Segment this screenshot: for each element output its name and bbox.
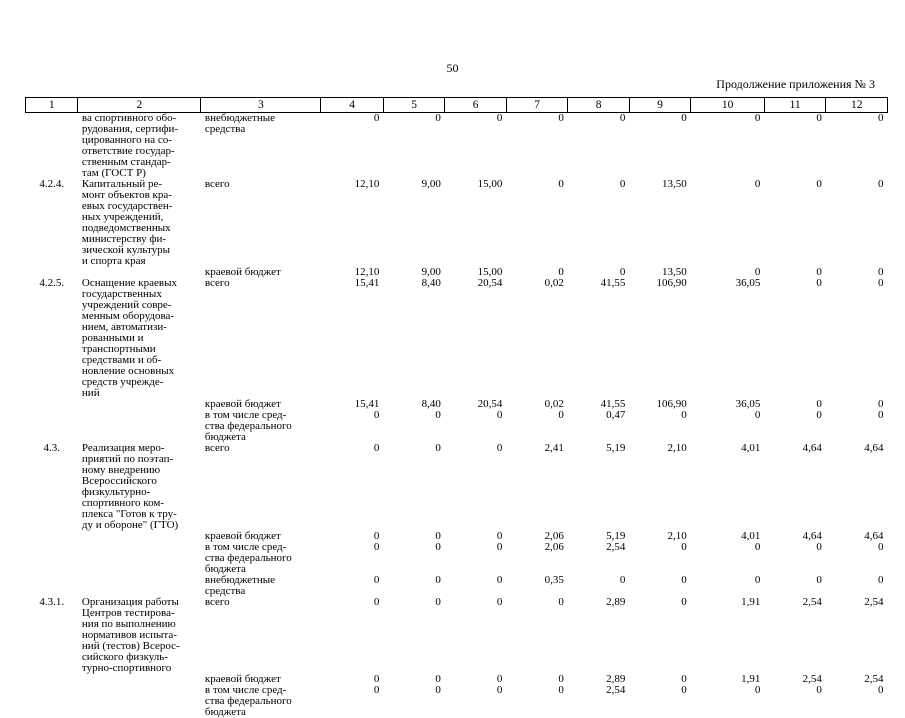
funding-source-cell: всего: [201, 278, 321, 399]
value-cell: 0: [383, 443, 444, 531]
row-number-cell: 4.3.1.: [26, 597, 78, 674]
value-cell: 13,50: [629, 179, 690, 267]
funding-source-cell: всего: [201, 443, 321, 531]
table-row: [26, 685, 888, 718]
event-name-cell: [78, 410, 201, 443]
value-cell: 0: [629, 575, 690, 597]
value-cell: 0: [383, 410, 444, 443]
value-cell: 0: [629, 410, 690, 443]
value-cell: 0: [764, 278, 825, 399]
value-cell: 36,05: [691, 278, 765, 399]
value-cell: 0: [826, 410, 888, 443]
value-cell: 0: [826, 179, 888, 267]
value-cell: 2,06: [506, 542, 567, 575]
value-cell: 41,55: [568, 278, 629, 399]
value-cell: 0: [445, 685, 506, 718]
value-cell: 2,06: [506, 531, 567, 542]
value-cell: 8,40: [383, 278, 444, 399]
funding-source-cell: всего: [201, 597, 321, 674]
value-cell: 20,54: [445, 399, 506, 410]
value-cell: 0: [383, 531, 444, 542]
value-cell: 2,10: [629, 531, 690, 542]
value-cell: 0: [383, 674, 444, 685]
event-name-cell: [78, 399, 201, 410]
value-cell: 20,54: [445, 278, 506, 399]
value-cell: 0,35: [506, 575, 567, 597]
value-cell: 0: [445, 113, 506, 180]
value-cell: 0: [383, 597, 444, 674]
value-cell: 0: [445, 410, 506, 443]
row-number-cell: [26, 575, 78, 597]
funding-source-cell: в том числе сред- ства федерального бюджета: [201, 542, 321, 575]
table-row: [26, 113, 888, 180]
value-cell: 0: [764, 113, 825, 180]
col-header: 11: [764, 98, 825, 113]
value-cell: 0: [826, 542, 888, 575]
value-cell: 0: [691, 685, 765, 718]
value-cell: 8,40: [383, 399, 444, 410]
value-cell: 0: [383, 685, 444, 718]
event-name-cell: Оснащение краевых государственных учреждений совре- менным оборудова- нием, автоматизи- рованными и транспортными средствами и об- новление основных средств учрежде- ний: [78, 278, 201, 399]
value-cell: 4,64: [826, 531, 888, 542]
value-cell: 0: [764, 399, 825, 410]
value-cell: 4,01: [691, 531, 765, 542]
value-cell: 36,05: [691, 399, 765, 410]
event-name-cell: [78, 575, 201, 597]
value-cell: 0: [568, 179, 629, 267]
value-cell: 0: [506, 597, 567, 674]
value-cell: 0: [691, 113, 765, 180]
col-header: 1: [26, 98, 78, 113]
table-row: [26, 443, 888, 531]
funding-source-cell: краевой бюджет: [201, 531, 321, 542]
value-cell: 2,54: [764, 597, 825, 674]
value-cell: 0: [383, 113, 444, 180]
row-number-cell: [26, 113, 78, 180]
value-cell: 0: [321, 685, 384, 718]
value-cell: 0: [506, 179, 567, 267]
value-cell: 0: [445, 575, 506, 597]
table-row: [26, 278, 888, 399]
value-cell: 5,19: [568, 443, 629, 531]
value-cell: 0: [321, 575, 384, 597]
row-number-cell: 4.2.4.: [26, 179, 78, 267]
event-name-cell: ва спортивного обо- рудования, сертифи- цированного на со- ответствие государ- ственным стандар- там (ГОСТ Р): [78, 113, 201, 180]
page-number: 50: [0, 61, 905, 76]
continuation-title: Продолжение приложения № 3: [716, 77, 875, 92]
value-cell: 15,00: [445, 179, 506, 267]
col-header: 8: [568, 98, 629, 113]
event-name-cell: [78, 685, 201, 718]
value-cell: 0: [764, 179, 825, 267]
row-number-cell: [26, 542, 78, 575]
funding-source-cell: краевой бюджет: [201, 674, 321, 685]
value-cell: 2,54: [764, 674, 825, 685]
event-name-cell: Организация работы Центров тестирова- ния по выполнению нормативов испыта- ний (тестов) Всерос- сийского физкуль- турно-спортивного: [78, 597, 201, 674]
value-cell: 15,41: [321, 278, 384, 399]
value-cell: 0: [506, 410, 567, 443]
event-name-cell: [78, 674, 201, 685]
value-cell: 2,54: [568, 542, 629, 575]
col-header: 6: [445, 98, 506, 113]
value-cell: 0: [826, 267, 888, 278]
value-cell: 0: [321, 113, 384, 180]
funding-source-cell: внебюджетные средства: [201, 113, 321, 180]
value-cell: 1,91: [691, 674, 765, 685]
value-cell: 0: [445, 443, 506, 531]
value-cell: 2,54: [826, 674, 888, 685]
row-number-cell: [26, 410, 78, 443]
value-cell: 0: [506, 113, 567, 180]
value-cell: 4,64: [764, 443, 825, 531]
value-cell: 0: [506, 674, 567, 685]
event-name-cell: [78, 531, 201, 542]
value-cell: 9,00: [383, 267, 444, 278]
value-cell: 0: [691, 575, 765, 597]
event-name-cell: Реализация меро- приятий по поэтап- ному внедрению Всероссийского физкультурно- спортивного ком- плекса "Готов к тру- ду и обороне" (ГТО): [78, 443, 201, 531]
col-header: 5: [383, 98, 444, 113]
value-cell: 0: [568, 575, 629, 597]
value-cell: 4,64: [764, 531, 825, 542]
value-cell: 41,55: [568, 399, 629, 410]
value-cell: 0: [764, 410, 825, 443]
funding-source-cell: краевой бюджет: [201, 267, 321, 278]
table-row: [26, 542, 888, 575]
value-cell: 0: [568, 267, 629, 278]
value-cell: 0: [445, 531, 506, 542]
value-cell: 0: [321, 531, 384, 542]
row-number-cell: 4.2.5.: [26, 278, 78, 399]
value-cell: 4,01: [691, 443, 765, 531]
value-cell: 0: [568, 113, 629, 180]
col-header: 10: [691, 98, 765, 113]
value-cell: 0: [764, 542, 825, 575]
value-cell: 0: [321, 542, 384, 575]
value-cell: 12,10: [321, 179, 384, 267]
col-header: 4: [321, 98, 384, 113]
value-cell: 0: [691, 410, 765, 443]
value-cell: 0: [691, 179, 765, 267]
value-cell: 0: [506, 685, 567, 718]
value-cell: 0: [445, 674, 506, 685]
value-cell: 106,90: [629, 399, 690, 410]
col-header: 7: [506, 98, 567, 113]
table-row: [26, 674, 888, 685]
row-number-cell: [26, 674, 78, 685]
value-cell: 13,50: [629, 267, 690, 278]
value-cell: 0: [629, 597, 690, 674]
value-cell: 0: [321, 597, 384, 674]
table-row: [26, 179, 888, 267]
value-cell: 0: [506, 267, 567, 278]
value-cell: 0: [321, 674, 384, 685]
table-row: [26, 575, 888, 597]
row-number-cell: [26, 399, 78, 410]
col-header: 2: [78, 98, 201, 113]
value-cell: 0: [629, 674, 690, 685]
value-cell: 5,19: [568, 531, 629, 542]
value-cell: 0: [826, 399, 888, 410]
funding-source-cell: внебюджетные средства: [201, 575, 321, 597]
header-row: [26, 98, 888, 113]
event-name-cell: Капитальный ре- монт объектов кра- евых государствен- ных учреждений, подведомственных министерству фи- зической культуры и спорта края: [78, 179, 201, 267]
table-row: [26, 410, 888, 443]
table-body: [26, 113, 888, 718]
funding-source-cell: в том числе сред- ства федерального бюджета: [201, 685, 321, 718]
funding-source-cell: всего: [201, 179, 321, 267]
value-cell: 2,41: [506, 443, 567, 531]
value-cell: 12,10: [321, 267, 384, 278]
value-cell: 15,00: [445, 267, 506, 278]
value-cell: 2,89: [568, 674, 629, 685]
value-cell: 0,02: [506, 399, 567, 410]
value-cell: 0: [445, 542, 506, 575]
value-cell: 0: [445, 597, 506, 674]
value-cell: 0: [321, 410, 384, 443]
value-cell: 0: [691, 542, 765, 575]
appendix-table: [25, 97, 888, 718]
value-cell: 2,89: [568, 597, 629, 674]
value-cell: 0: [321, 443, 384, 531]
value-cell: 0: [764, 575, 825, 597]
col-header: 9: [629, 98, 690, 113]
value-cell: 0: [826, 575, 888, 597]
col-header: 3: [201, 98, 321, 113]
value-cell: 0: [826, 113, 888, 180]
event-name-cell: [78, 542, 201, 575]
row-number-cell: [26, 531, 78, 542]
value-cell: 0: [826, 685, 888, 718]
table-row: [26, 597, 888, 674]
value-cell: 0,47: [568, 410, 629, 443]
value-cell: 2,54: [568, 685, 629, 718]
funding-source-cell: краевой бюджет: [201, 399, 321, 410]
value-cell: 0: [383, 575, 444, 597]
row-number-cell: [26, 685, 78, 718]
value-cell: 2,10: [629, 443, 690, 531]
value-cell: 15,41: [321, 399, 384, 410]
funding-source-cell: в том числе сред- ства федерального бюджета: [201, 410, 321, 443]
value-cell: 0: [691, 267, 765, 278]
value-cell: 0: [629, 542, 690, 575]
value-cell: 106,90: [629, 278, 690, 399]
value-cell: 0: [629, 113, 690, 180]
value-cell: 0: [826, 278, 888, 399]
row-number-cell: 4.3.: [26, 443, 78, 531]
value-cell: 9,00: [383, 179, 444, 267]
value-cell: 0: [764, 267, 825, 278]
value-cell: 4,64: [826, 443, 888, 531]
value-cell: 0,02: [506, 278, 567, 399]
value-cell: 2,54: [826, 597, 888, 674]
value-cell: 0: [629, 685, 690, 718]
value-cell: 0: [764, 685, 825, 718]
value-cell: 0: [383, 542, 444, 575]
value-cell: 1,91: [691, 597, 765, 674]
col-header: 12: [826, 98, 888, 113]
